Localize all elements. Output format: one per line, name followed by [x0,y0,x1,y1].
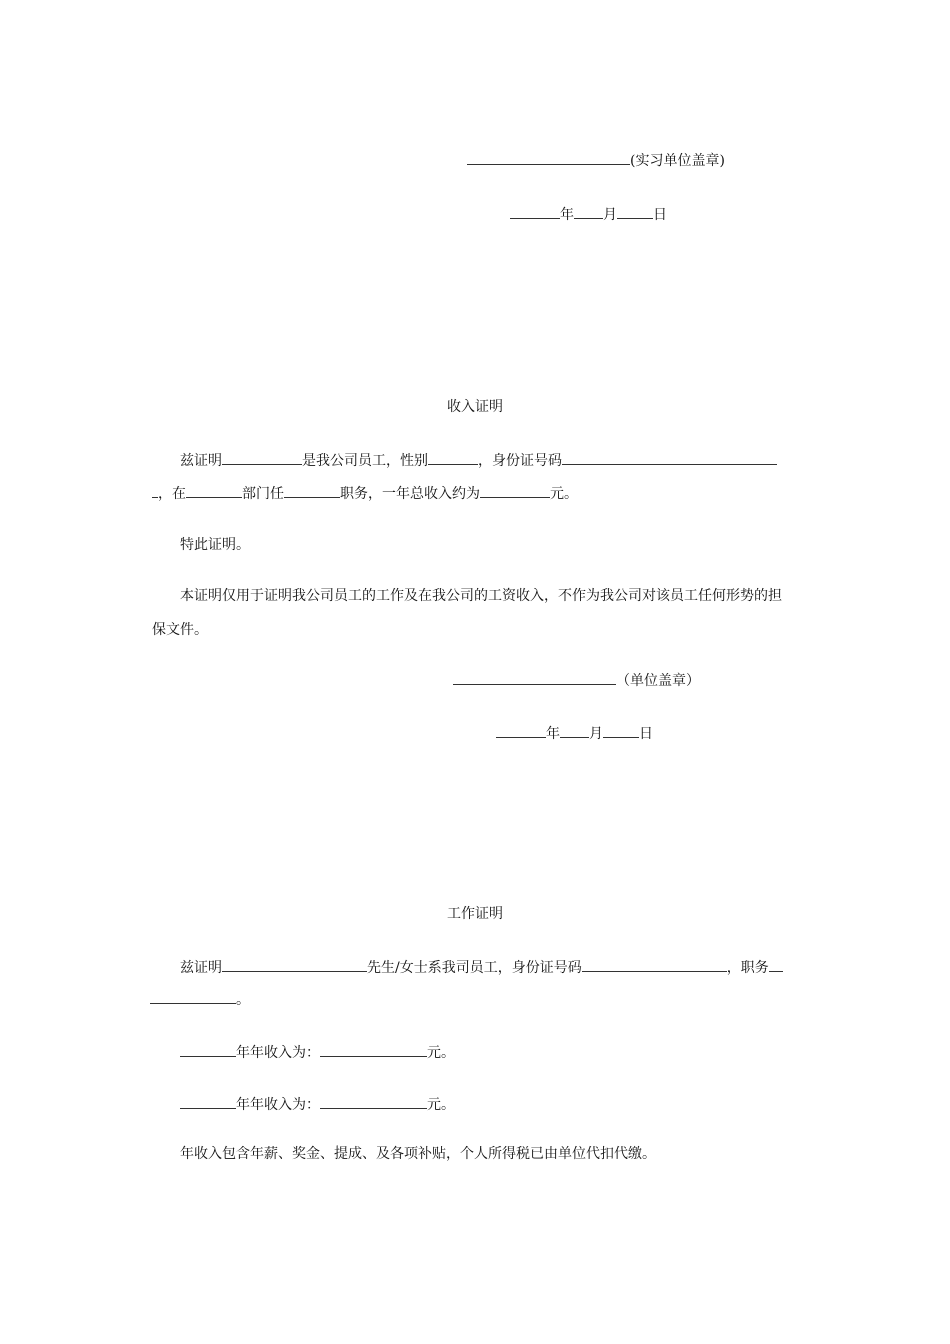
period-text: 。 [236,992,250,1008]
income-stamp-line [453,671,700,690]
income-paragraph-1-line-1 [180,451,777,470]
position-blank [284,484,340,498]
work-paragraph-1-line-1 [180,958,783,977]
name-blank [222,451,302,465]
year-label: 年 [560,207,574,223]
intern-date-line [510,205,667,224]
yuan-text: 元。 [550,486,578,502]
income-paragraph-2: 特此证明。 [180,537,250,553]
day-label: 日 [639,726,653,742]
certify-text: 兹证明 [180,453,222,469]
work-certificate-title: 工作证明 [447,906,503,922]
amount-blank [320,1095,427,1109]
work-paragraph-1-line-2 [150,990,250,1009]
gender-blank [428,451,478,465]
day-label: 日 [653,207,667,223]
yuan-text: 元。 [427,1045,455,1061]
employee-text: 先生/女士系我司员工，身份证号码 [367,960,582,976]
year-blank [180,1095,236,1109]
year-blank [510,205,560,219]
income-paragraph-3-line-2: 保文件。 [152,622,208,638]
income-label: 年年收入为： [236,1045,320,1061]
stamp-blank [467,151,630,165]
income-certificate-title: 收入证明 [447,399,503,415]
position-text: 职务，一年总收入约为 [340,486,480,502]
department-blank [186,484,242,498]
job-blank [769,958,783,972]
department-text: 部门任 [242,486,284,502]
year-blank [180,1043,236,1057]
day-blank [617,205,653,219]
income-date-line [496,724,653,743]
intern-stamp-line [467,151,725,170]
day-blank [603,724,639,738]
income-year-line-1 [180,1043,455,1062]
name-blank [222,958,367,972]
income-note: 年收入包含年薪、奖金、提成、及各项补贴，个人所得税已由单位代扣代缴。 [180,1146,656,1162]
income-label: 年年收入为： [236,1097,320,1113]
income-stamp-label: （单位盖章） [616,673,700,689]
employee-text: 是我公司员工，性别 [302,453,428,469]
yuan-text: 元。 [427,1097,455,1113]
id-number-blank [562,451,777,465]
income-year-line-2 [180,1095,455,1114]
id-text: ，身份证号码 [478,453,562,469]
month-blank [574,205,603,219]
at-text: ，在 [158,486,186,502]
amount-blank [320,1043,427,1057]
month-blank [560,724,589,738]
year-label: 年 [546,726,560,742]
intern-stamp-label: (实习单位盖章) [630,153,725,169]
income-paragraph-3-line-1: 本证明仅用于证明我公司员工的工作及在我公司的工资收入，不作为我公司对该员工任何形势的担 [180,588,782,604]
year-blank [496,724,546,738]
job-blank-cont [150,990,236,1004]
stamp-blank [453,671,616,685]
income-paragraph-1-line-2 [152,484,578,503]
job-text: ，职务 [726,960,769,976]
certify-text: 兹证明 [180,960,222,976]
month-label: 月 [589,726,603,742]
month-label: 月 [603,207,617,223]
id-number-blank [582,958,727,972]
income-blank [480,484,550,498]
